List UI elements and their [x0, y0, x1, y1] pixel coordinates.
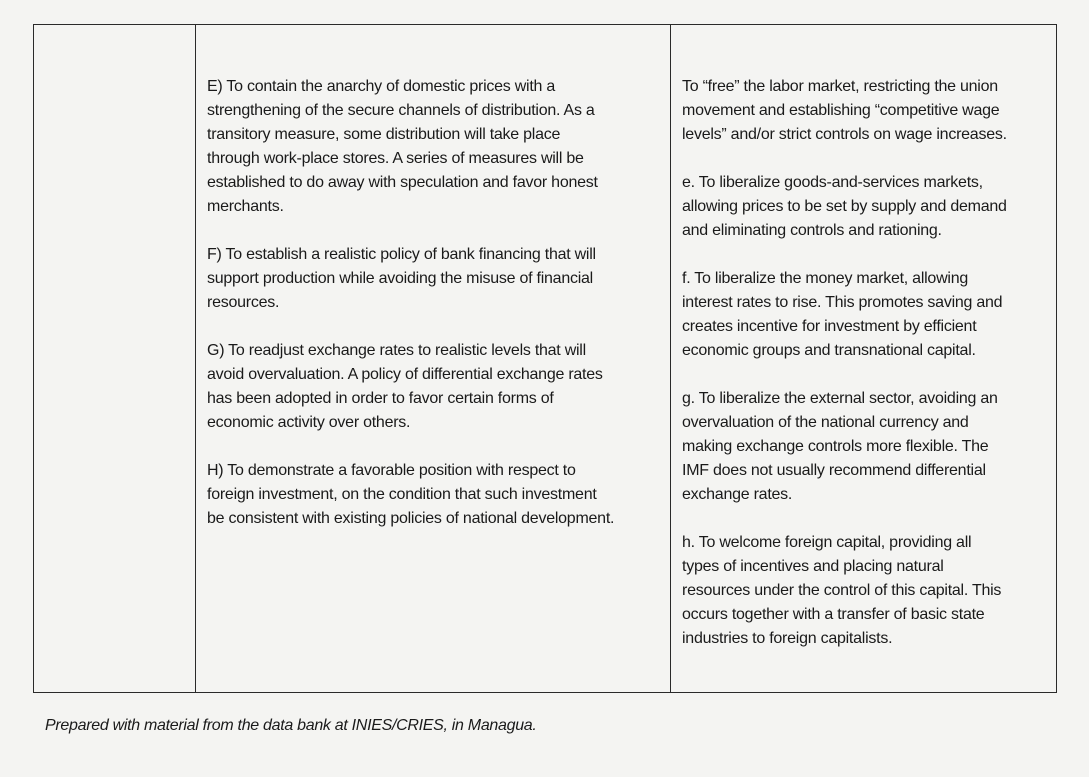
imf-paragraph-labor: To “free” the labor market, restricting the union movement and establishing “competitive wage levels” and/or strict controls on wage increases. — [682, 78, 1007, 143]
column-divider-right — [670, 25, 671, 692]
policy-paragraph-h: H) To demonstrate a favorable position with respect to foreign investment, on the condition that such investment be consistent with existing policies of national development. — [207, 462, 615, 527]
policy-paragraph-f: F) To establish a realistic policy of bank financing that will support production while avoiding the misuse of financial resources. — [207, 246, 596, 311]
imf-policies-column — [682, 75, 1054, 675]
imf-paragraph-g: g. To liberalize the external sector, avoiding an overvaluation of the national currency and making exchange controls more flexible. The IMF does not usually recommend differential exchange rates. — [682, 390, 998, 503]
imf-paragraph-h: h. To welcome foreign capital, providing all types of incentives and placing natural resources under the control of this capital. This occurs together with a transfer of basic state industries to foreign capitalists. — [682, 534, 1002, 647]
imf-paragraph-e: e. To liberalize goods-and-services markets, allowing prices to be set by supply and demand and eliminating controls and rationing. — [682, 174, 1007, 239]
column-divider-left — [195, 25, 196, 692]
source-note: Prepared with material from the data bank at INIES/CRIES, in Managua. — [45, 717, 537, 734]
policy-comparison-table — [33, 24, 1057, 693]
government-policies-column — [207, 75, 667, 555]
policy-paragraph-e: E) To contain the anarchy of domestic prices with a strengthening of the secure channels of distribution. As a transitory measure, some distribution will take place through work-place stores. A series of measures will be established to do away with speculation and favor honest merchants. — [207, 78, 598, 215]
policy-paragraph-g: G) To readjust exchange rates to realistic levels that will avoid overvaluation. A policy of differential exchange rates has been adopted in order to favor certain forms of economic activity over others. — [207, 342, 603, 431]
imf-paragraph-f: f. To liberalize the money market, allowing interest rates to rise. This promotes saving and creates incentive for investment by efficient economic groups and transnational capital. — [682, 270, 1003, 359]
